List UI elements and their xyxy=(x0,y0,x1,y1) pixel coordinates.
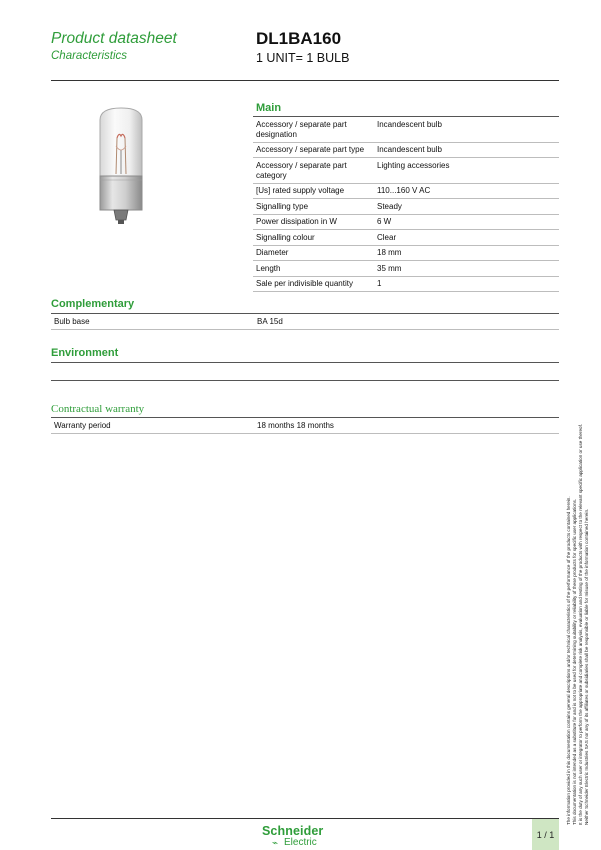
legal-disclaimer xyxy=(566,295,590,825)
document-title: Product datasheet xyxy=(51,30,177,47)
row-value: BA 15d xyxy=(254,314,559,330)
row-value: Incandescent bulb xyxy=(374,117,559,143)
table-row xyxy=(253,245,559,261)
row-value: Steady xyxy=(374,199,559,215)
row-value: 18 months 18 months xyxy=(254,418,559,434)
table-row xyxy=(253,183,559,199)
row-label: Signalling type xyxy=(253,199,374,215)
table-row xyxy=(253,117,559,143)
row-label: Warranty period xyxy=(51,418,254,434)
table-row xyxy=(253,276,559,292)
environment-divider xyxy=(51,380,559,381)
logo-wordmark: Schneider xyxy=(262,824,324,838)
row-label: Sale per indivisible quantity xyxy=(253,276,374,292)
page-number: 1 / 1 xyxy=(532,819,559,850)
row-value: 35 mm xyxy=(374,261,559,277)
main-characteristics-table xyxy=(253,116,559,292)
row-value: 1 xyxy=(374,276,559,292)
table-row xyxy=(253,142,559,158)
schneider-electric-logo xyxy=(262,824,342,850)
product-reference: DL1BA160 xyxy=(256,29,342,48)
row-label: [Us] rated supply voltage xyxy=(253,183,374,199)
product-description: 1 UNIT= 1 BULB xyxy=(256,51,350,65)
table-row xyxy=(253,230,559,246)
table-row xyxy=(253,214,559,230)
logo-subwordmark: Electric xyxy=(284,837,317,848)
row-label: Accessory / separate part designation xyxy=(253,117,374,143)
row-label: Bulb base xyxy=(51,314,254,330)
document-subtitle: Characteristics xyxy=(51,50,128,62)
incandescent-bulb-icon xyxy=(88,106,154,228)
warranty-table xyxy=(51,417,559,434)
disclaimer-line: The information provided in this documentation contains general descriptions and/or technical characteristics of the performance of the products contained herein. xyxy=(566,496,571,825)
logo-lightning-icon: ⌁ xyxy=(272,838,279,849)
row-value: 110...160 V AC xyxy=(374,183,559,199)
row-label: Accessory / separate part category xyxy=(253,158,374,184)
disclaimer-line: Neither Schneider Electric Industries SAS nor any of its affiliates or subsidiaries shall be responsible or liable for misuse of the information contained herein. xyxy=(584,508,590,825)
table-row xyxy=(253,199,559,215)
section-title-warranty: Contractual warranty xyxy=(51,403,145,415)
row-label: Diameter xyxy=(253,245,374,261)
row-value: Lighting accessories xyxy=(374,158,559,184)
table-row xyxy=(51,314,559,330)
section-title-main: Main xyxy=(256,102,282,114)
row-value: 6 W xyxy=(374,214,559,230)
row-label: Signalling colour xyxy=(253,230,374,246)
footer-divider xyxy=(51,818,559,819)
row-label: Length xyxy=(253,261,374,277)
table-row xyxy=(253,261,559,277)
row-label: Power dissipation in W xyxy=(253,214,374,230)
disclaimer-line: It is the duty of any such user or integrator to perform the appropriate and complete risk analysis, evaluation and testing of the products with respect to the relevant specific application or use thereof. xyxy=(578,423,584,825)
disclaimer-line: This documentation is not intended as a substitute for and is not to be used for determining suitability or reliability of these products for specific user applications. xyxy=(572,498,578,825)
table-row xyxy=(51,418,559,434)
section-title-complementary: Complementary xyxy=(51,298,135,310)
row-value: Incandescent bulb xyxy=(374,142,559,158)
row-label: Accessory / separate part type xyxy=(253,142,374,158)
environment-divider xyxy=(51,362,559,363)
section-title-environment: Environment xyxy=(51,347,119,359)
complementary-table xyxy=(51,313,559,330)
row-value: 18 mm xyxy=(374,245,559,261)
header-divider xyxy=(51,80,559,81)
row-value: Clear xyxy=(374,230,559,246)
bulb-image xyxy=(88,106,154,228)
table-row xyxy=(253,158,559,184)
